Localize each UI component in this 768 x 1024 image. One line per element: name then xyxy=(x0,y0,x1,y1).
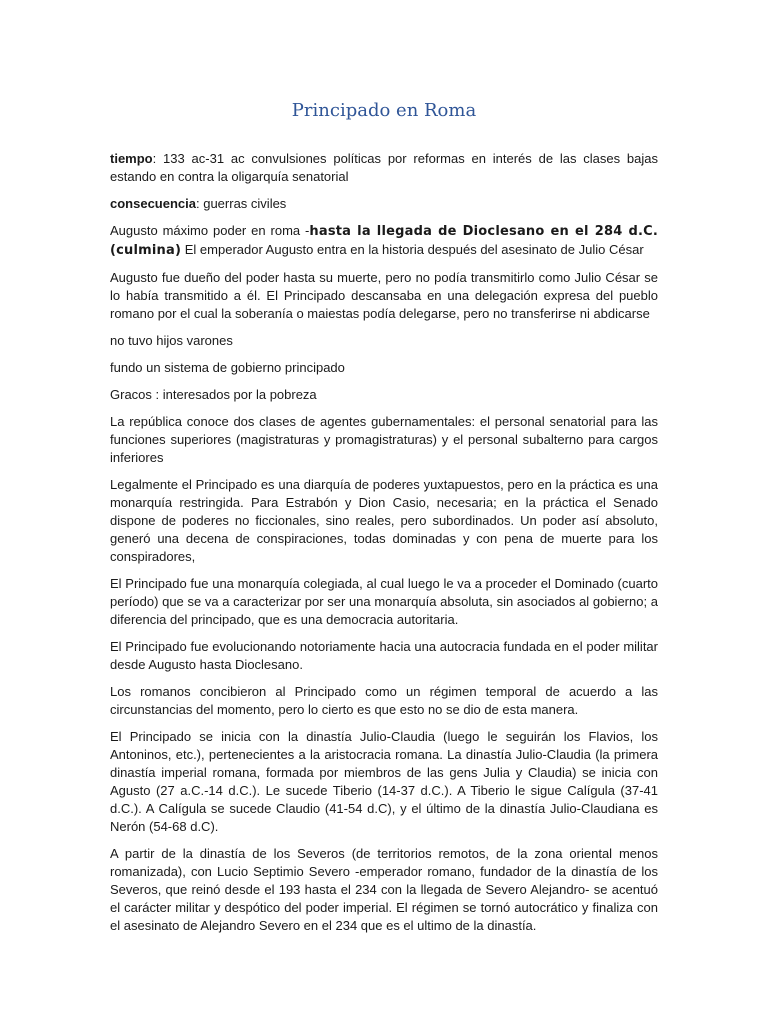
tiempo-label: tiempo xyxy=(110,151,153,166)
tiempo-text: : 133 ac-31 ac convulsiones políticas por reformas en interés de las clases bajas estando en contra la oligarquía senatorial xyxy=(110,151,658,184)
paragraph-autocracia: El Principado fue evolucionando notoriamente hacia una autocracia fundada en el poder militar desde Augusto hasta Dioclesano. xyxy=(110,639,658,672)
paragraph-sistema: fundo un sistema de gobierno principado xyxy=(110,360,345,375)
paragraph-consecuencia xyxy=(110,195,658,213)
paragraph-augusto-dueno: Augusto fue dueño del poder hasta su muerte, pero no podía transmitirlo como Julio César se lo había transmitido a él. El Principado descansaba en una delegación expresa del pueblo romano por el cual la soberanía o maiestas podía delegarse, pero no transferirse ni abdicarse xyxy=(110,270,658,321)
paragraph-regimen-temporal: Los romanos concibieron al Principado como un régimen temporal de acuerdo a las circunstancias del momento, pero lo cierto es que esto no se dio de esta manera. xyxy=(110,684,658,717)
paragraph-gracos: Gracos : interesados por la pobreza xyxy=(110,387,317,402)
consecuencia-label: consecuencia xyxy=(110,196,196,211)
document-body xyxy=(110,150,658,944)
augusto-text-before: Augusto máximo poder en roma - xyxy=(110,223,310,238)
paragraph-republica: La república conoce dos clases de agentes gubernamentales: el personal senatorial para las funciones superiores (magistraturas y promagistraturas) y el personal subalterno para cargos inferiores xyxy=(110,414,658,465)
augusto-text-after: El emperador Augusto entra en la historia después del asesinato de Julio César xyxy=(181,242,644,257)
document-title: Principado en Roma xyxy=(291,100,477,121)
paragraph-augusto-poder xyxy=(110,222,658,260)
paragraph-severos: A partir de la dinastía de los Severos (de territorios remotos, de la zona oriental menos romanizada), con Lucio Septimio Severo -emperador romano, fundador de la dinastía de los Severos, que reinó desde el 193 hasta el 234 con la llegada de Severo Alejandro- se acentuó el carácter militar y despótico del poder imperial. El régimen se tornó autocrático y finaliza con el asesinato de Alejandro Severo en el 234 que es el ultimo de la dinastía. xyxy=(110,846,658,933)
paragraph-hijos: no tuvo hijos varones xyxy=(110,333,233,348)
consecuencia-text: : guerras civiles xyxy=(196,196,287,211)
paragraph-monarquia-colegiada: El Principado fue una monarquía colegiada, al cual luego le va a proceder el Dominado (cuarto período) que se va a caracterizar por ser una monarquía absoluta, sin asociados al gobierno; a diferencia del principado, que es una democracia autoritaria. xyxy=(110,576,658,627)
paragraph-tiempo xyxy=(110,150,658,186)
paragraph-julio-claudia: El Principado se inicia con la dinastía Julio-Claudia (luego le seguirán los Flavios, los Antoninos, etc.), pertenecientes a la aristocracia romana. La dinastía Julio-Claudia (la primera dinastía imperial romana, formada por miembros de las gens Julia y Claudia) se inicia con Agusto (27 a.C.-14 d.C.). Le sucede Tiberio (14-37 d.C.). A Tiberio le sigue Calígula (37-41 d.C.). A Calígula se sucede Claudio (41-54 d.C), y el último de la dinastía Julio-Claudiana es Nerón (54-68 d.C). xyxy=(110,729,658,834)
paragraph-legalmente: Legalmente el Principado es una diarquía de poderes yuxtapuestos, pero en la práctica es una monarquía restringida. Para Estrabón y Dion Casio, necesaria; en la práctica el Senado dispone de poderes no ficcionales, sino reales, pero subordinados. Un poder así absoluto, generó una decena de conspiraciones, todas dominadas y con pena de muerte para los conspiradores, xyxy=(110,477,658,564)
augusto-bold-text: hasta la llegada de Dioclesano en el 284 d.C. (culmina) xyxy=(110,224,658,258)
